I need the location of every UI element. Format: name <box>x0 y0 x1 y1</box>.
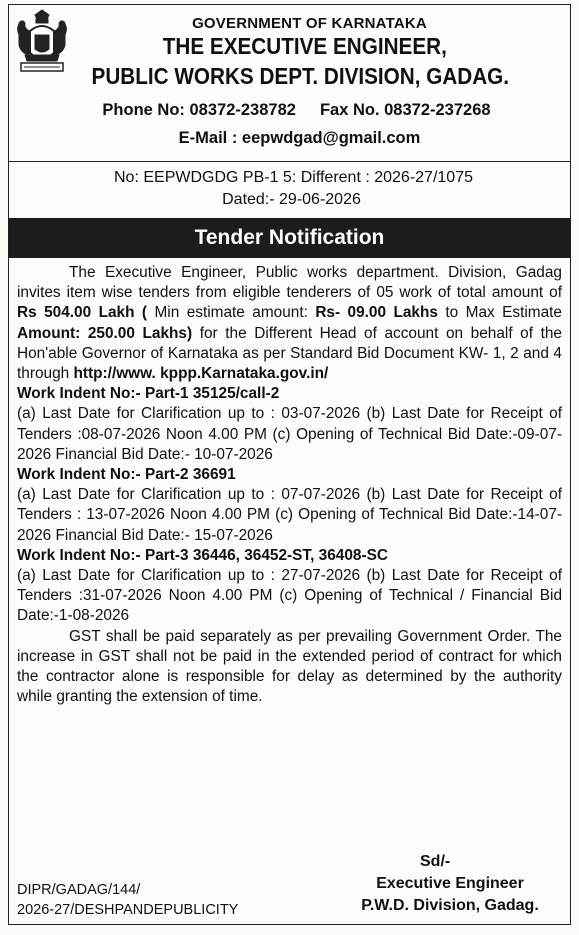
signatory-designation: Executive Engineer <box>376 875 524 892</box>
email-address: E-Mail : eepwdgad@gmail.com <box>178 129 421 147</box>
max-amount: Amount: 250.00 Lakhs) <box>17 324 193 342</box>
office-title: THE EXECUTIVE ENGINEER, <box>162 33 447 59</box>
work-indent-title: Work Indent No:- Part-1 35125/call-2 <box>17 385 280 403</box>
total-amount: Rs 504.00 Lakh ( <box>17 304 148 322</box>
header-divider <box>9 161 570 162</box>
signature-block <box>340 851 560 917</box>
intro-text-2: Min estimate amount: <box>147 304 316 322</box>
intro-paragraph <box>17 263 562 384</box>
work-indent-title: Work Indent No:- Part-2 36691 <box>17 466 236 484</box>
notice-body <box>17 263 562 707</box>
tender-notice <box>8 4 571 925</box>
gst-note: GST shall be paid separately as per prevailing Government Order. The increase in GST shall not be paid in the extended period of contract for which the contractor alone is responsible for delay as determined by the authority while granting the extension of time. <box>17 627 562 706</box>
notice-banner: Tender Notification <box>9 218 570 258</box>
work-indent-details: (a) Last Date for Clarification up to : 03-07-2026 (b) Last Date for Receipt of Tenders :08-07-2026 Noon 4.00 PM (c) Opening of Technical Bid Date:-09-07-2026 Financial Bid Date:- 10-07-2026 <box>17 405 562 463</box>
fax-number: Fax No. 08372-237268 <box>319 101 491 119</box>
contact-line <box>9 101 570 120</box>
office-division: PUBLIC WORKS DEPT. DIVISION, GADAG. <box>91 63 510 89</box>
tender-portal-link[interactable]: http://www. kppp.Karnataka.gov.in/ <box>73 365 329 383</box>
intro-text-1: The Executive Engineer, Public works department. Division, Gadag invites item wise tenders from eligible tenderers of 05 work of total amount of <box>17 264 562 302</box>
dipr-line-1: DIPR/GADAG/144/ <box>17 882 141 898</box>
intro-text-3: to Max Estimate <box>437 304 562 322</box>
phone-number: Phone No: 08372-238782 <box>102 101 296 119</box>
min-amount: Rs- 09.00 Lakhs <box>315 304 438 322</box>
government-name: GOVERNMENT OF KARNATAKA <box>192 15 427 32</box>
notice-date: Dated:- 29-06-2026 <box>222 191 361 208</box>
dipr-reference <box>17 880 238 920</box>
work-indent-details: (a) Last Date for Clarification up to : 27-07-2026 (b) Last Date for Receipt of Tenders :31-07-2026 Noon 4.00 PM (c) Opening of Technical / Financial Bid Date:-1-08-2026 <box>17 567 562 625</box>
reference-number: No: EEPWDGDG PB-1 5: Different : 2026-27/1075 <box>114 169 473 186</box>
work-indent-title: Work Indent No:- Part-3 36446, 36452-ST, 36408-SC <box>17 546 388 564</box>
dipr-line-2: 2026-27/DESHPANDEPUBLICITY <box>17 902 239 918</box>
signature-mark: Sd/- <box>420 853 451 870</box>
intro-text-4: for the Different Head of account on behalf of the Hon'able Governor of Karnataka as per Standard Bid Document KW- 1, 2 and 4 through <box>17 324 562 383</box>
signatory-division: P.W.D. Division, Gadag. <box>361 897 539 914</box>
work-indent-details: (a) Last Date for Clarification up to : 07-07-2026 (b) Last Date for Receipt of Tenders : 13-07-2026 Noon 4.00 PM (c) Opening of Technical Bid Date:-14-07-2026 Financial Bid Date:- 15-07-2026 <box>17 486 562 544</box>
